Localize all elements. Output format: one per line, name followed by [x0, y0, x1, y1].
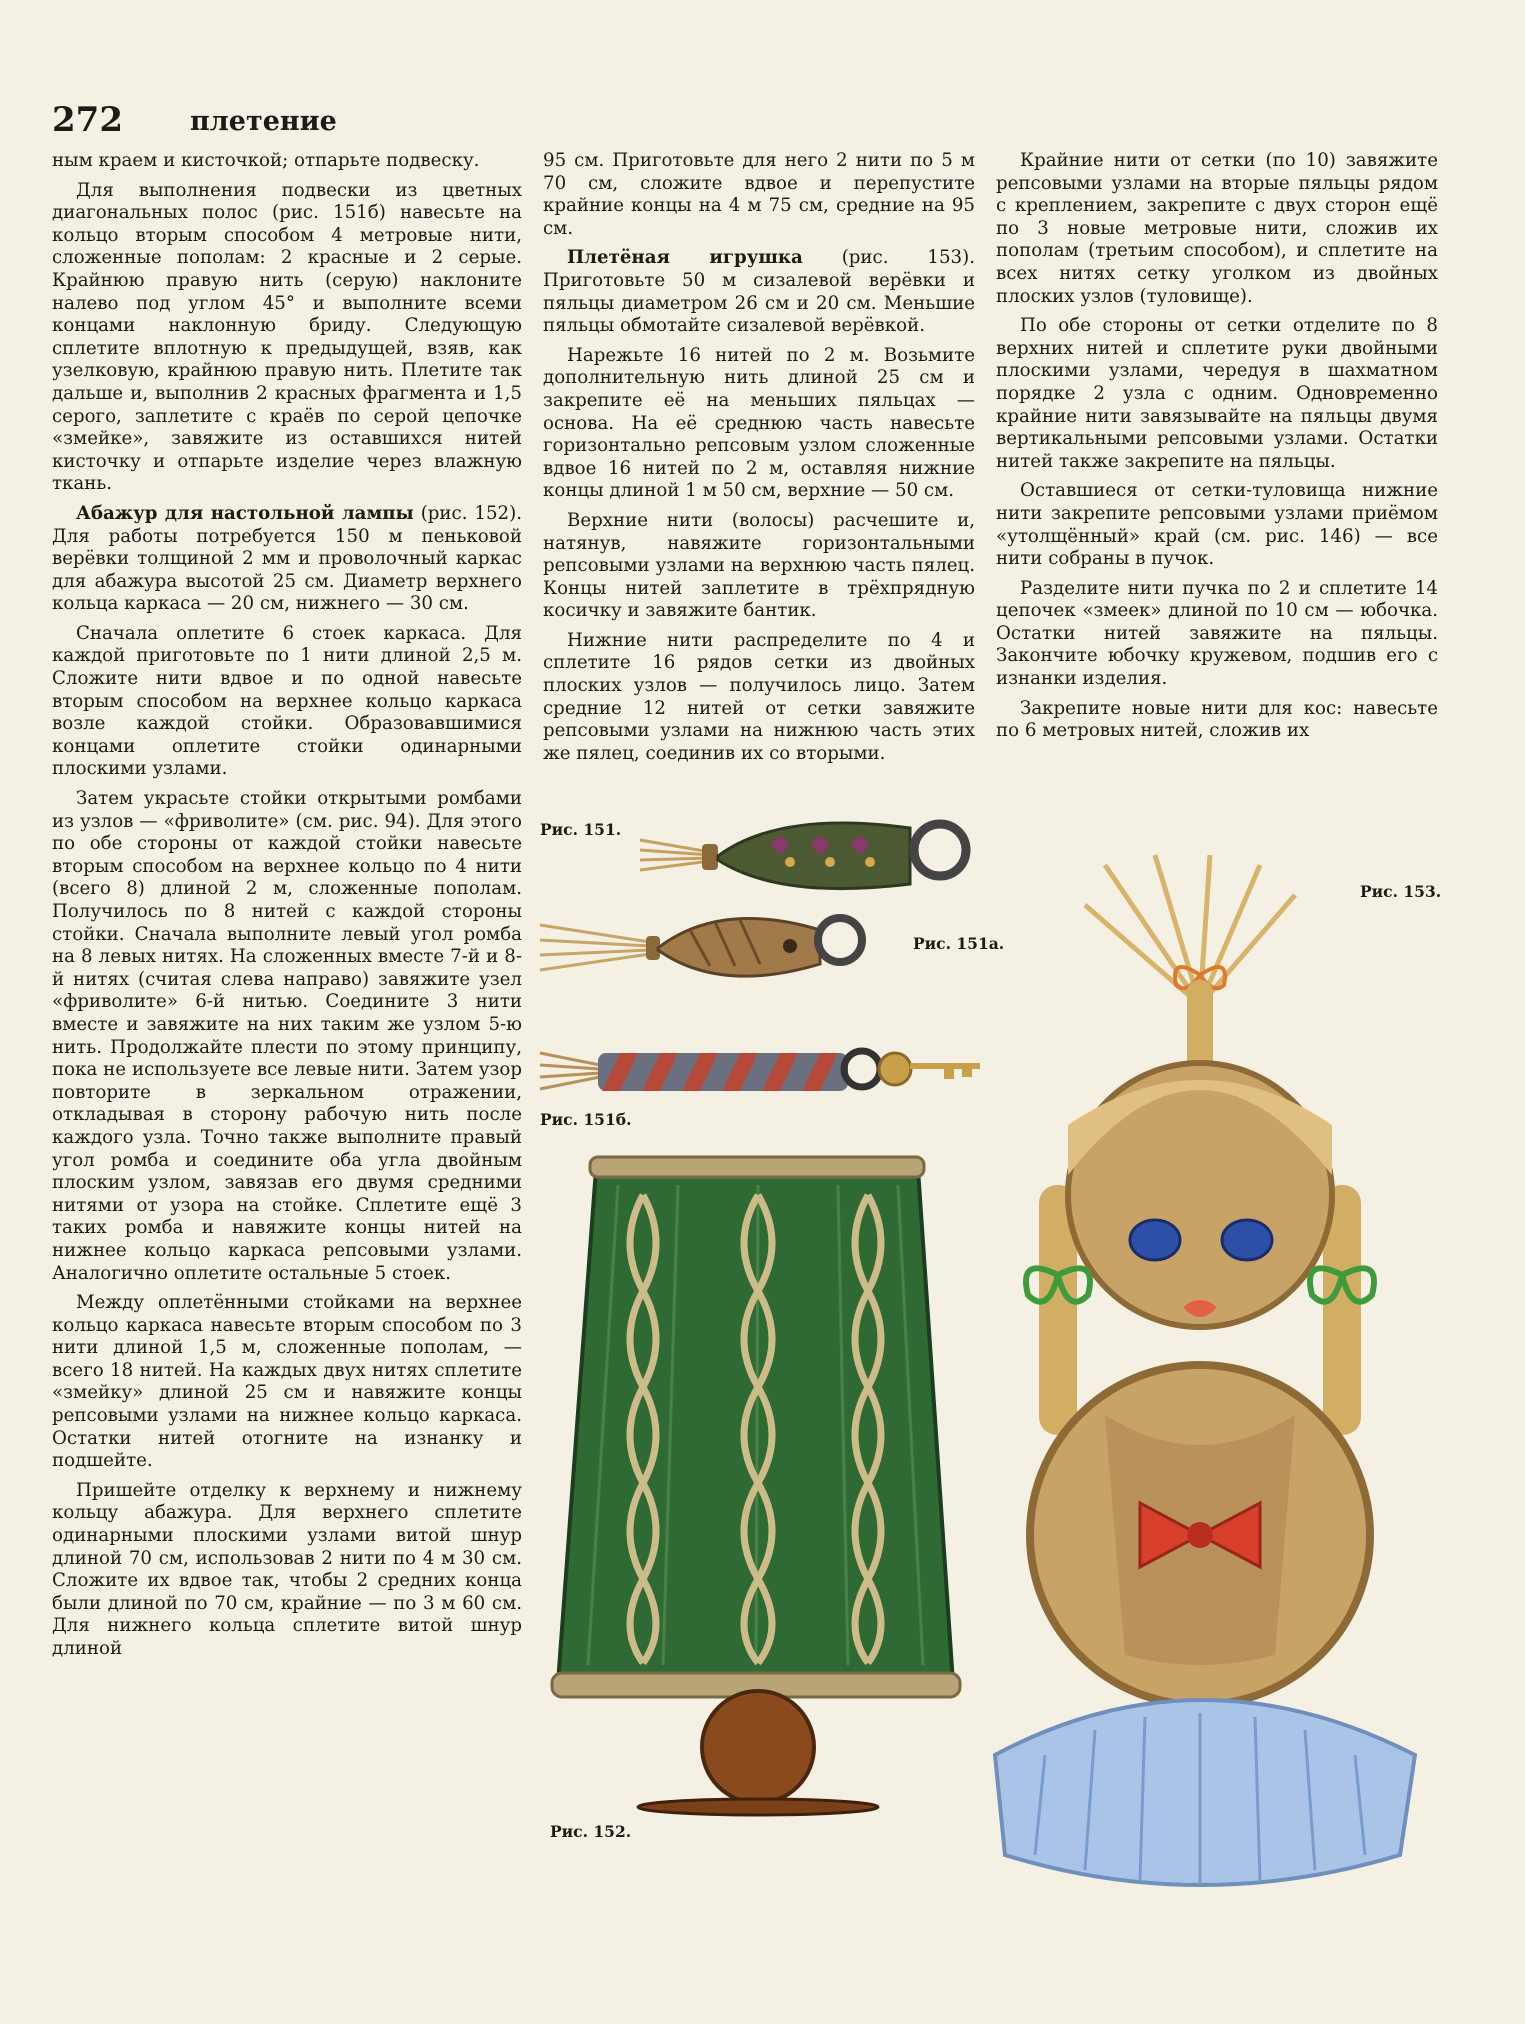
- fig153-doll-image: [985, 855, 1435, 1885]
- fig151b-keychain-striped-image: [540, 1025, 995, 1115]
- paragraph: Затем украсьте стойки открытыми ромбами из узлов — «фриволите» (см. рис. 94). Для этого по обе стороны от каждой стойки навесьте вторым способом на верхнее кольцо по 4 нити (всего 8) длиной 2 м, сложенные пополам. Получилось по 8 нитей с каждой стороны стойки. Сначала выполните левый угол ромба на 8 левых нитях. На сложенных вместе 7-й и 8-й нитях (считая слева направо) завяжите узел «фриволите» 6-й нитью. Соедините 3 нити вместе и завяжите на них таким же узлом 5-ю нить. Продолжайте плести по этому принципу, пока не используете все левые нити. Затем узор повторите в зеркальном отражении, откладывая в сторону рабочую нить после каждого узла. Точно также выполните правый угол ромба и соедините оба угла двойным плоским узлом, завязав его двумя средними нитями от узора на стойке. Сплетите ещё 3 таких ромба и навяжите концы нитей на нижнее кольцо каркаса репсовыми узлами. Аналогично оплетите остальные 5 стоек.: [52, 788, 522, 1284]
- paragraph: По обе стороны от сетки отделите по 8 верхних нитей и сплетите руки двойными плоскими узлами, чередуя в шахматном порядке 2 узла с одним. Одновременно крайние нити завязывайте на пяльцы двумя вертикальными репсовыми узлами. Остатки нитей также закрепите на пяльцы.: [996, 315, 1438, 472]
- paragraph-heading: Абажур для настольной лампы: [76, 502, 414, 524]
- fig152-caption: Рис. 152.: [550, 1822, 632, 1841]
- paragraph: Между оплетёнными стойками на верхнее кольцо каркаса навесьте вторым способом по 3 нити длиной 1,5 м, сложенные пополам, — всего 18 нитей. На каждых двух нитях сплетите «змейку» длиной 25 см и навяжите концы репсовыми узлами на нижнее кольцо каркаса. Остатки нитей отогните на изнанку и подшейте.: [52, 1292, 522, 1472]
- paragraph: Нижние нити распределите по 4 и сплетите 16 рядов сетки из двойных плоских узлов — получилось лицо. Затем средние 12 нитей от сетки завяжите репсовыми узлами на нижнюю часть этих же пялец, соединив их со вторыми.: [543, 629, 975, 764]
- section-title: плетение: [190, 106, 337, 137]
- fig153-caption: Рис. 153.: [1360, 882, 1442, 901]
- fig151a-keychain-fish-image: [540, 890, 870, 1000]
- paragraph-heading: Плетёная игрушка: [567, 247, 803, 269]
- paragraph: 95 см. Приготовьте для него 2 нити по 5 м 70 см, сложите вдвое и перепустите крайние концы на 4 м 75 см, средние на 95 см.: [543, 150, 975, 239]
- paragraph: Сначала оплетите 6 стоек каркаса. Для каждой приготовьте по 1 нити длиной 2,5 м. Сложите нити вдвое и по одной навесьте вторым способом на верхнее кольцо каркаса возле каждой стойки. Образовавшимися концами оплетите стойки одинарными плоскими узлами.: [52, 622, 522, 780]
- text-column-middle: [543, 150, 975, 770]
- paragraph: Верхние нити (волосы) расчешите и, натянув, навяжите горизонтальными репсовыми узлами на верхнюю часть пялец. Концы нитей заплетите в трёхпрядную косичку и завяжите бантик.: [543, 509, 975, 622]
- paragraph: Закрепите новые нити для кос: навесьте по 6 метровых нитей, сложив их: [996, 697, 1438, 742]
- fig151a-caption: Рис. 151а.: [913, 934, 1005, 953]
- paragraph: Крайние нити от сетки (по 10) завяжите репсовыми узлами на вторые пяльцы рядом с креплением, закрепите с двух сторон ещё по 3 новые метровые нити, сложив их пополам (третьим способом), и сплетите на всех нитях сетку уголком из двойных плоских узлов (туловище).: [996, 150, 1438, 307]
- paragraph: Пришейте отделку к верхнему и нижнему кольцу абажура. Для верхнего сплетите одинарными плоскими узлами витой шнур длиной 70 см, использовав 2 нити по 4 м 30 см. Сложите их вдвое так, чтобы 2 средних конца были длиной по 70 см, крайние — по 3 м 60 см. Для нижнего кольца сплетите витой шнур длиной: [52, 1479, 522, 1659]
- paragraph: Для выполнения подвески из цветных диагональных полос (рис. 151б) навесьте на кольцо вторым способом 4 метровые нити, сложенные пополам: 2 красные и 2 серые. Крайнюю правую нить (серую) наклоните налево под углом 45° и выполните всеми концами наклонную бриду. Следующую сплетите вплотную к предыдущей, взяв, как узелковую, крайнюю правую нить. Плетите так дальше и, выполнив 2 красных фрагмента и 1,5 серого, заплетите с краёв по серой цепочке «змейке», завяжите из оставшихся нитей кисточку и отпарьте изделие через влажную ткань.: [52, 179, 522, 495]
- text-column-left: [52, 150, 522, 1860]
- text-column-right: [996, 150, 1438, 790]
- paragraph: ным краем и кисточкой; отпарьте подвеску.: [52, 150, 480, 171]
- paragraph-body: (рис. 152). Для работы потребуется 150 м пеньковой верёвки толщиной 2 мм и проволочный каркас для абажура высотой 25 см. Диаметр верхнего кольца каркаса — 20 см, нижнего — 30 см.: [52, 502, 522, 615]
- fig152-lamp-image: [548, 1155, 968, 1815]
- page-number: 272: [52, 100, 123, 140]
- paragraph: [543, 247, 975, 337]
- paragraph: Разделите нити пучка по 2 и сплетите 14 цепочек «змеек» длиной по 10 см — юбочка. Остатки нитей завяжите на пяльцы. Закончите юбочку кружевом, подшив его с изнанки изделия.: [996, 577, 1438, 690]
- paragraph: Нарежьте 16 нитей по 2 м. Возьмите дополнительную нить длиной 25 см и закрепите её на меньших пяльцах — основа. На её среднюю часть навесьте горизонтально репсовым узлом сложенные вдвое 16 нитей по 2 м, оставляя нижние концы длиной 1 м 50 см, верхние — 50 см.: [543, 344, 975, 502]
- paragraph: [52, 503, 522, 616]
- paragraph: Оставшиеся от сетки-туловища нижние нити закрепите репсовыми узлами приёмом «утолщённый» край (см. рис. 146) — все нити собраны в пучок.: [996, 480, 1438, 570]
- fig151-caption: Рис. 151.: [540, 820, 622, 839]
- fig151b-caption: Рис. 151б.: [540, 1110, 632, 1129]
- paragraph-body: (рис. 153). Приготовьте 50 м сизалевой верёвки и пяльцы диаметром 26 см и 20 см. Меньшие пяльцы обмотайте сизалевой верёвкой.: [543, 247, 975, 337]
